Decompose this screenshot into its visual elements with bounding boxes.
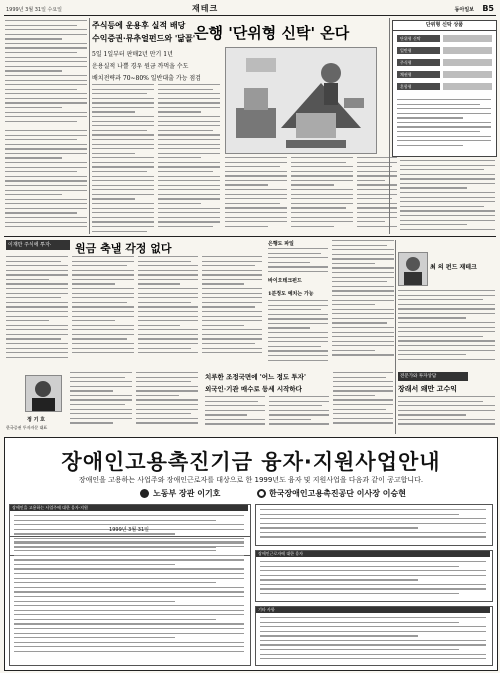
kicker-line-2: 수익증권·뮤추얼펀드와 '닮꼴'	[92, 33, 196, 43]
story-body-col-3	[225, 157, 287, 234]
ad-signatory-2: 한국장애인고용촉진공단 이사장 이승현	[269, 489, 406, 498]
lower-left-text-1	[70, 372, 132, 434]
illustration-banking	[225, 47, 377, 154]
left-column-text	[5, 20, 87, 125]
right-top-text	[400, 160, 495, 235]
column-headline: 원금 축낼 각정 없다	[75, 242, 172, 255]
ad-section-2-head: 장애인근로자에 대한 융자	[256, 551, 490, 557]
ad-table-3	[255, 504, 493, 546]
portrait-name: 정 기 호	[27, 417, 45, 423]
agency-logo-icon	[257, 489, 266, 498]
side-box-row-1: 단위형 신탁	[397, 35, 440, 42]
right-column-text	[398, 290, 495, 366]
deck-line-1: 5일 1일부터 판매2년 만기 1년	[92, 51, 173, 58]
left-column-text-2	[5, 130, 87, 230]
page-number: B5	[482, 4, 494, 13]
story-body-col-2	[158, 84, 220, 234]
issue-date: 1999년 3월 31일 수요일	[6, 7, 63, 13]
mid-subhead-3: 1분정도 예치는 가능	[268, 291, 314, 297]
mid-left-text-4	[202, 256, 262, 366]
lower-right-headline: 장래서 왜만 고수익	[398, 384, 457, 393]
advertisement	[4, 437, 498, 671]
mid-left-text-3	[138, 256, 198, 366]
ad-table-2	[9, 536, 251, 666]
columnist-name: 최 의 펀드 재테크	[430, 264, 477, 271]
ad-signatory-1: 노동부 장관 이기호	[153, 489, 221, 498]
mid-left-text-2	[72, 256, 134, 366]
side-box-row-5: 혼합형	[397, 83, 440, 90]
portrait-role: 한국증권 투자자문 대표	[6, 425, 48, 430]
column-label-text: 이재만 주식에 투자·	[8, 242, 52, 248]
lower-right-kicker: 전문가와 투자상담	[398, 372, 468, 381]
mid-left-text-1	[6, 256, 68, 366]
main-headline: 은행 '단위형 신탁' 온다	[194, 24, 350, 42]
lower-right-text	[398, 396, 495, 434]
section-title: 재테크	[192, 3, 219, 13]
section-divider	[4, 236, 496, 237]
ad-section-1-head: 장애인을 고용하는 사업주에 대한 융자·지원	[10, 505, 248, 511]
ad-date: 1999년 3월 31일	[109, 527, 149, 533]
story-body-col-5	[357, 157, 397, 234]
lower-mid-text-3	[333, 372, 393, 434]
ad-section-3-head: 기타 사항	[256, 607, 490, 613]
deck-line-3: 배치전략과 70~80% 일반대출 가능 점검	[92, 75, 201, 82]
page-header	[4, 3, 496, 16]
side-box-row-4: 채권형	[397, 71, 440, 78]
columnist-photo	[398, 252, 428, 286]
ad-table-5	[255, 606, 493, 666]
lower-left-text-2	[136, 372, 198, 434]
lower-mid-text-1	[205, 396, 265, 434]
lower-headline-1: 치루한 조정국면에 '어느 정도 투자'	[205, 373, 306, 381]
mid-col-text-1	[268, 248, 328, 274]
column-label	[6, 240, 70, 250]
mid-col-text-2	[268, 300, 328, 366]
lower-headline-2: 외국인·기관 매수로 등세 시작하다	[205, 385, 302, 393]
ad-title: 장애인고용촉진기금 융자·지원사업안내	[61, 450, 441, 474]
side-info-box	[392, 20, 497, 157]
story-body-col-1	[92, 84, 154, 234]
lower-mid-text-2	[269, 396, 329, 434]
side-box-row-2: 일반형	[397, 47, 440, 54]
ministry-logo-icon	[140, 489, 149, 498]
portrait-photo	[25, 375, 62, 412]
newspaper-name: 동아일보	[454, 7, 474, 13]
story-body-col-4	[291, 157, 353, 234]
deck-line-2: 운용실적 나쁠 경우 원금 까먹을 수도	[92, 63, 189, 70]
mid-subhead-2: 바이오테크펀드	[268, 278, 302, 284]
ad-subtitle: 장애인을 고용하는 사업주와 장애인근로자를 대상으로 한 1999년도 융자 및 지원사업을 다음과 같이 공고합니다.	[78, 476, 424, 484]
ad-table-4	[255, 550, 493, 602]
mid-col-text-3	[332, 240, 394, 366]
mid-subhead-1: 은행도 파일	[268, 241, 294, 247]
side-box-row-3: 주식형	[397, 59, 440, 66]
kicker-line-1: 주식등에 운용후 실적 배당	[92, 20, 186, 30]
side-box-title: 단위형 신탁 상품	[393, 21, 496, 31]
